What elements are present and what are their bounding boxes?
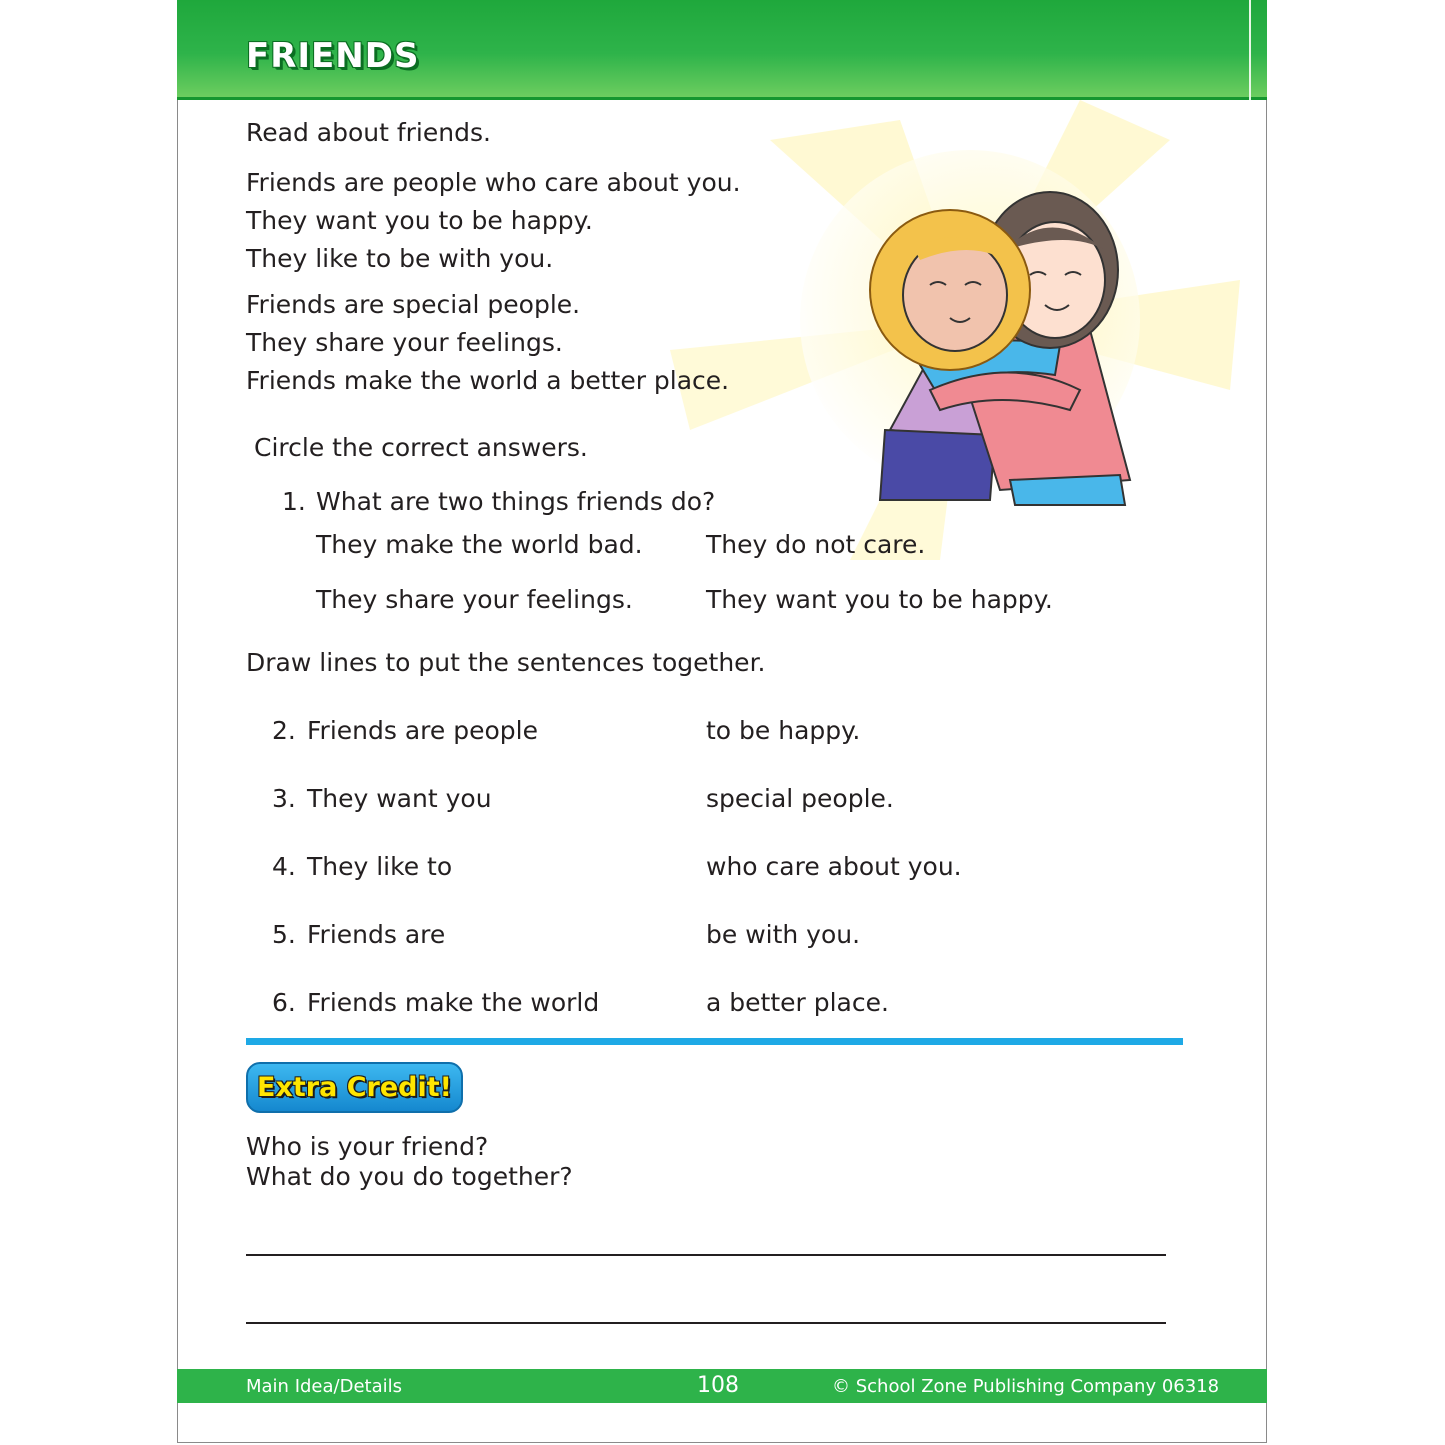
match-left[interactable]: Friends are people (307, 716, 538, 745)
answer-option[interactable]: They make the world bad. (316, 530, 643, 559)
question-text: What are two things friends do? (316, 487, 716, 516)
match-left[interactable]: They like to (307, 852, 453, 881)
match-number: 3. (272, 784, 296, 813)
page-number: 108 (697, 1373, 739, 1398)
question-number: 1. (282, 487, 306, 516)
section-divider (246, 1038, 1183, 1045)
header-rule (1249, 0, 1251, 100)
match-number: 4. (272, 852, 296, 881)
extra-credit-badge (246, 1062, 463, 1113)
extra-credit-question: What do you do together? (246, 1162, 573, 1191)
match-left[interactable]: Friends make the world (307, 988, 600, 1017)
match-left[interactable]: Friends are (307, 920, 446, 949)
match-number: 2. (272, 716, 296, 745)
passage-line: They share your feelings. (246, 328, 563, 357)
passage-line: Friends make the world a better place. (246, 366, 730, 395)
match-right[interactable]: who care about you. (706, 852, 962, 881)
match-right[interactable]: to be happy. (706, 716, 861, 745)
footer-topic: Main Idea/Details (246, 1376, 402, 1397)
match-right[interactable]: be with you. (706, 920, 861, 949)
passage-line: They want you to be happy. (246, 206, 593, 235)
page-title: FRIENDS (246, 36, 420, 76)
answer-option[interactable]: They share your feelings. (316, 585, 633, 614)
match-left[interactable]: They want you (307, 784, 492, 813)
writing-line[interactable] (246, 1254, 1166, 1256)
circle-instruction: Circle the correct answers. (254, 433, 588, 462)
extra-credit-question: Who is your friend? (246, 1132, 489, 1161)
match-number: 5. (272, 920, 296, 949)
intro-text: Read about friends. (246, 118, 491, 147)
match-instruction: Draw lines to put the sentences together. (246, 648, 766, 677)
passage-line: They like to be with you. (246, 244, 554, 273)
footer-copyright: © School Zone Publishing Company 06318 (832, 1376, 1220, 1397)
match-right[interactable]: a better place. (706, 988, 889, 1017)
match-right[interactable]: special people. (706, 784, 894, 813)
answer-option[interactable]: They do not care. (706, 530, 926, 559)
match-number: 6. (272, 988, 296, 1017)
writing-line[interactable] (246, 1322, 1166, 1324)
extra-credit-label: Extra Credit! (257, 1072, 452, 1103)
passage-line: Friends are people who care about you. (246, 168, 741, 197)
passage-line: Friends are special people. (246, 290, 581, 319)
answer-option[interactable]: They want you to be happy. (706, 585, 1053, 614)
